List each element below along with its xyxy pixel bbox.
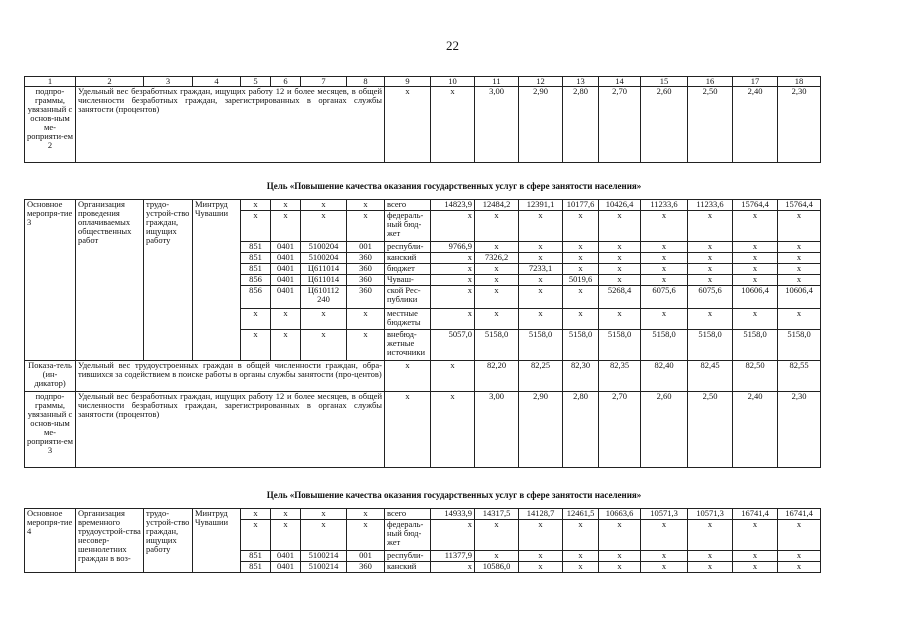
funding-source: Чуваш- — [385, 275, 431, 286]
table-row — [25, 87, 821, 163]
value-cell: x — [519, 562, 563, 573]
value-cell: 5158,0 — [599, 330, 641, 361]
funding-source: местные бюджеты — [385, 309, 431, 330]
funding-source: внебюд-жетные источники — [385, 330, 431, 361]
budget-code: Ц611014 — [301, 264, 347, 275]
budget-code: x — [347, 309, 385, 330]
funding-source: федераль-ный бюд-жет — [385, 211, 431, 242]
budget-code: 5100214 — [301, 562, 347, 573]
value-cell: 15764,4 — [733, 200, 778, 211]
column-number: 16 — [688, 77, 733, 87]
column-number: 11 — [475, 77, 519, 87]
value-cell: x — [733, 264, 778, 275]
measure-description: Организация проведения оплачиваемых общественных работ — [76, 200, 144, 361]
value-cell: x — [688, 264, 733, 275]
column-number: 1 — [25, 77, 76, 87]
budget-code: Ц611014 — [301, 275, 347, 286]
value-cell: x — [519, 253, 563, 264]
value-cell: x — [431, 275, 475, 286]
table-row — [25, 509, 821, 520]
measure-name: Основное меропря-тие 3 — [25, 200, 76, 361]
budget-code: x — [241, 309, 271, 330]
budget-code: 360 — [347, 562, 385, 573]
value-cell: x — [519, 551, 563, 562]
budget-code: 851 — [241, 562, 271, 573]
value-cell: x — [431, 562, 475, 573]
budget-code: Ц610112 240 — [301, 286, 347, 309]
value-cell: x — [599, 309, 641, 330]
value-cell: 10177,6 — [563, 200, 599, 211]
value-cell: 5158,0 — [778, 330, 821, 361]
value-cell: x — [641, 309, 688, 330]
value-cell: x — [778, 520, 821, 551]
column-number: 14 — [599, 77, 641, 87]
value-cell: x — [778, 211, 821, 242]
value-cell: x — [475, 551, 519, 562]
value-cell: 5268,4 — [599, 286, 641, 309]
value-cell: 14933,9 — [431, 509, 475, 520]
value-cell: x — [475, 309, 519, 330]
value-cell: 2,30 — [778, 392, 821, 468]
value-cell: 6075,6 — [641, 286, 688, 309]
value-cell: x — [599, 562, 641, 573]
budget-code: 360 — [347, 275, 385, 286]
value-cell: x — [519, 520, 563, 551]
value-cell: 5158,0 — [475, 330, 519, 361]
value-cell: x — [599, 242, 641, 253]
measure-goal: трудо-устрой-ство граждан, ищущих работу — [144, 200, 193, 361]
budget-code: 5100204 — [301, 253, 347, 264]
value-cell: x — [778, 242, 821, 253]
value-cell: 5057,0 — [431, 330, 475, 361]
column-number: 3 — [144, 77, 193, 87]
value-cell: x — [688, 211, 733, 242]
budget-code: 0401 — [271, 275, 301, 286]
value-cell: x — [599, 253, 641, 264]
measure-description: Организация временного трудоустрой-ства несовер-шеннолетних граждан в воз- — [76, 509, 144, 573]
value-cell: x — [688, 242, 733, 253]
value-cell: x — [599, 211, 641, 242]
value-cell: x — [641, 211, 688, 242]
value-cell: 12391,1 — [519, 200, 563, 211]
value-cell: 7233,1 — [519, 264, 563, 275]
budget-code: x — [241, 211, 271, 242]
value-cell: 12484,2 — [475, 200, 519, 211]
value-cell: x — [599, 264, 641, 275]
value-cell: x — [733, 253, 778, 264]
value-cell: x — [563, 253, 599, 264]
value-cell: 10571,3 — [641, 509, 688, 520]
budget-code: x — [271, 520, 301, 551]
value-cell: x — [519, 242, 563, 253]
column-number: 8 — [347, 77, 385, 87]
value-cell: 10606,4 — [733, 286, 778, 309]
value-cell: x — [519, 309, 563, 330]
goal-heading: Цель «Повышение качества оказания государственных услуг в сфере занятости населения» — [266, 490, 642, 500]
budget-code: x — [347, 211, 385, 242]
value-cell: 10426,4 — [599, 200, 641, 211]
budget-code: 001 — [347, 551, 385, 562]
value-cell: x — [733, 551, 778, 562]
value-cell: 2,30 — [778, 87, 821, 163]
value-cell: x — [519, 211, 563, 242]
value-cell: 5158,0 — [688, 330, 733, 361]
value-cell: x — [641, 275, 688, 286]
value-cell: 7326,2 — [475, 253, 519, 264]
value-cell: 5158,0 — [641, 330, 688, 361]
value-cell: 2,90 — [519, 87, 563, 163]
value-cell: 5158,0 — [733, 330, 778, 361]
column-number: 5 — [241, 77, 271, 87]
budget-code: x — [301, 520, 347, 551]
value-cell: x — [688, 275, 733, 286]
value-cell: 2,40 — [733, 392, 778, 468]
value-cell: 12461,5 — [563, 509, 599, 520]
value-cell: 14128,7 — [519, 509, 563, 520]
column-number: 4 — [193, 77, 241, 87]
value-cell: 82,40 — [641, 361, 688, 392]
table-measure-4 — [24, 508, 821, 573]
value-cell: 9766,9 — [431, 242, 475, 253]
value-cell: x — [475, 275, 519, 286]
budget-code: x — [241, 200, 271, 211]
value-cell: x — [778, 551, 821, 562]
budget-code: x — [241, 330, 271, 361]
measure-executor: Минтруд Чувашии — [193, 509, 241, 573]
budget-code: 0401 — [271, 551, 301, 562]
budget-code: x — [301, 330, 347, 361]
value-cell: x — [733, 211, 778, 242]
funding-source: всего — [385, 200, 431, 211]
column-number: 12 — [519, 77, 563, 87]
value-cell: x — [563, 562, 599, 573]
value-cell: x — [385, 392, 431, 468]
value-cell: 3,00 — [475, 392, 519, 468]
value-cell: 3,00 — [475, 87, 519, 163]
value-cell: 2,70 — [599, 392, 641, 468]
table-top — [24, 76, 821, 163]
budget-code: 001 — [347, 242, 385, 253]
column-number: 10 — [431, 77, 475, 87]
value-cell: x — [431, 309, 475, 330]
value-cell: 10606,4 — [778, 286, 821, 309]
value-cell: 6075,6 — [688, 286, 733, 309]
value-cell: x — [641, 551, 688, 562]
budget-code: 0401 — [271, 242, 301, 253]
value-cell: 2,50 — [688, 87, 733, 163]
value-cell: x — [688, 551, 733, 562]
value-cell: x — [563, 211, 599, 242]
budget-code: 0401 — [271, 286, 301, 309]
budget-code: 0401 — [271, 264, 301, 275]
value-cell: 2,40 — [733, 87, 778, 163]
value-cell: 11233,6 — [688, 200, 733, 211]
column-number: 13 — [563, 77, 599, 87]
budget-code: x — [271, 509, 301, 520]
budget-code: x — [301, 200, 347, 211]
value-cell: x — [563, 264, 599, 275]
budget-code: x — [241, 509, 271, 520]
value-cell: x — [431, 264, 475, 275]
header-row — [25, 77, 821, 87]
indicator-text: Удельный вес безработных граждан, ищущих работу 12 и более месяцев, в общей численности безработных граждан, зарегистрированных в органах службы занятости (процентов) — [76, 392, 385, 468]
value-cell: x — [688, 562, 733, 573]
budget-code: x — [347, 330, 385, 361]
value-cell: x — [563, 551, 599, 562]
value-cell: 82,20 — [475, 361, 519, 392]
value-cell: x — [599, 275, 641, 286]
budget-code: 360 — [347, 286, 385, 309]
value-cell: x — [688, 309, 733, 330]
value-cell: x — [733, 242, 778, 253]
budget-code: x — [271, 330, 301, 361]
measure-goal: трудо-устрой-ство граждан, ищущих работу — [144, 509, 193, 573]
funding-source: канский — [385, 253, 431, 264]
value-cell: x — [385, 87, 431, 163]
budget-code: x — [347, 509, 385, 520]
budget-code: x — [301, 309, 347, 330]
value-cell: 2,80 — [563, 87, 599, 163]
funding-source: всего — [385, 509, 431, 520]
funding-source: бюджет — [385, 264, 431, 275]
budget-code: 5100204 — [301, 242, 347, 253]
value-cell: x — [475, 211, 519, 242]
budget-code: x — [241, 520, 271, 551]
value-cell: 5158,0 — [519, 330, 563, 361]
value-cell: 2,70 — [599, 87, 641, 163]
value-cell: x — [475, 264, 519, 275]
value-cell: x — [599, 551, 641, 562]
indicator-text: Удельный вес безработных граждан, ищущих работу 12 и более месяцев, в общей численности безработных граждан, зарегистрированных в органах службы занятости (процентов) — [76, 87, 385, 163]
value-cell: x — [778, 275, 821, 286]
budget-code: x — [271, 211, 301, 242]
indicator-text: Удельный вес трудоустроенных граждан в общей численности граждан, обра-тившихся за содействием в поиске работы в органы службы занятости (про-центов) — [76, 361, 385, 392]
column-number: 18 — [778, 77, 821, 87]
funding-source: федераль-ный бюд-жет — [385, 520, 431, 551]
value-cell: 14823,9 — [431, 200, 475, 211]
value-cell: x — [475, 520, 519, 551]
table-row — [25, 392, 821, 468]
page-number: 22 — [446, 38, 459, 53]
value-cell: x — [641, 520, 688, 551]
value-cell: x — [475, 242, 519, 253]
value-cell: x — [778, 253, 821, 264]
budget-code: x — [347, 200, 385, 211]
value-cell: x — [519, 275, 563, 286]
budget-code: 360 — [347, 264, 385, 275]
value-cell: x — [431, 286, 475, 309]
funding-source: республи- — [385, 551, 431, 562]
funding-source: канский — [385, 562, 431, 573]
value-cell: x — [385, 361, 431, 392]
value-cell: 2,50 — [688, 392, 733, 468]
value-cell: 14317,5 — [475, 509, 519, 520]
budget-code: 856 — [241, 286, 271, 309]
value-cell: x — [563, 242, 599, 253]
value-cell: x — [563, 520, 599, 551]
value-cell: x — [641, 264, 688, 275]
value-cell: 82,55 — [778, 361, 821, 392]
funding-source: ской Рес-публики — [385, 286, 431, 309]
value-cell: x — [778, 562, 821, 573]
measure-executor: Минтруд Чувашии — [193, 200, 241, 361]
value-cell: x — [778, 309, 821, 330]
value-cell: 10586,0 — [475, 562, 519, 573]
row-label: подпро-граммы, увязанный с основ-ным ме-роприяти-ем 3 — [25, 392, 76, 468]
funding-source: республи- — [385, 242, 431, 253]
budget-code: x — [271, 200, 301, 211]
value-cell: 82,30 — [563, 361, 599, 392]
measure-name: Основное меропря-тие 4 — [25, 509, 76, 573]
value-cell: 11233,6 — [641, 200, 688, 211]
value-cell: x — [599, 520, 641, 551]
budget-code: x — [347, 520, 385, 551]
table-measure-3 — [24, 199, 821, 468]
goal-heading: Цель «Повышение качества оказания государственных услуг в сфере занятости населения» — [266, 181, 642, 191]
budget-code: 851 — [241, 242, 271, 253]
budget-code: x — [301, 211, 347, 242]
value-cell: 82,25 — [519, 361, 563, 392]
budget-code: x — [271, 309, 301, 330]
value-cell: 82,45 — [688, 361, 733, 392]
value-cell: x — [431, 392, 475, 468]
value-cell: 16741,4 — [733, 509, 778, 520]
value-cell: x — [519, 286, 563, 309]
column-number: 2 — [76, 77, 144, 87]
value-cell: 15764,4 — [778, 200, 821, 211]
column-number: 15 — [641, 77, 688, 87]
value-cell: 11377,9 — [431, 551, 475, 562]
value-cell: x — [688, 520, 733, 551]
value-cell: x — [733, 309, 778, 330]
value-cell: x — [431, 87, 475, 163]
value-cell: x — [733, 520, 778, 551]
column-number: 9 — [385, 77, 431, 87]
value-cell: x — [475, 286, 519, 309]
row-label: подпро-граммы, увязанный с основ-ным ме-роприяти-ем 2 — [25, 87, 76, 163]
value-cell: 2,60 — [641, 87, 688, 163]
budget-code: 851 — [241, 264, 271, 275]
budget-code: 851 — [241, 253, 271, 264]
table-row — [25, 200, 821, 211]
value-cell: 10663,6 — [599, 509, 641, 520]
row-label: Показа-тель (ин-дикатор) — [25, 361, 76, 392]
value-cell: x — [733, 275, 778, 286]
value-cell: x — [641, 562, 688, 573]
table-row — [25, 361, 821, 392]
value-cell: x — [431, 253, 475, 264]
value-cell: 82,35 — [599, 361, 641, 392]
value-cell: 82,50 — [733, 361, 778, 392]
value-cell: x — [641, 253, 688, 264]
value-cell: 10571,3 — [688, 509, 733, 520]
value-cell: x — [563, 309, 599, 330]
value-cell: x — [641, 242, 688, 253]
budget-code: 360 — [347, 253, 385, 264]
column-number: 17 — [733, 77, 778, 87]
value-cell: x — [563, 286, 599, 309]
value-cell: 5158,0 — [563, 330, 599, 361]
column-number: 6 — [271, 77, 301, 87]
value-cell: 5019,6 — [563, 275, 599, 286]
value-cell: x — [431, 520, 475, 551]
value-cell: 2,90 — [519, 392, 563, 468]
budget-code: 0401 — [271, 253, 301, 264]
value-cell: x — [778, 264, 821, 275]
budget-code: 856 — [241, 275, 271, 286]
value-cell: x — [431, 211, 475, 242]
budget-code: x — [301, 509, 347, 520]
value-cell: 16741,4 — [778, 509, 821, 520]
budget-code: 0401 — [271, 562, 301, 573]
budget-code: 5100214 — [301, 551, 347, 562]
value-cell: x — [431, 361, 475, 392]
budget-code: 851 — [241, 551, 271, 562]
value-cell: x — [688, 253, 733, 264]
column-number: 7 — [301, 77, 347, 87]
value-cell: 2,60 — [641, 392, 688, 468]
value-cell: 2,80 — [563, 392, 599, 468]
value-cell: x — [733, 562, 778, 573]
